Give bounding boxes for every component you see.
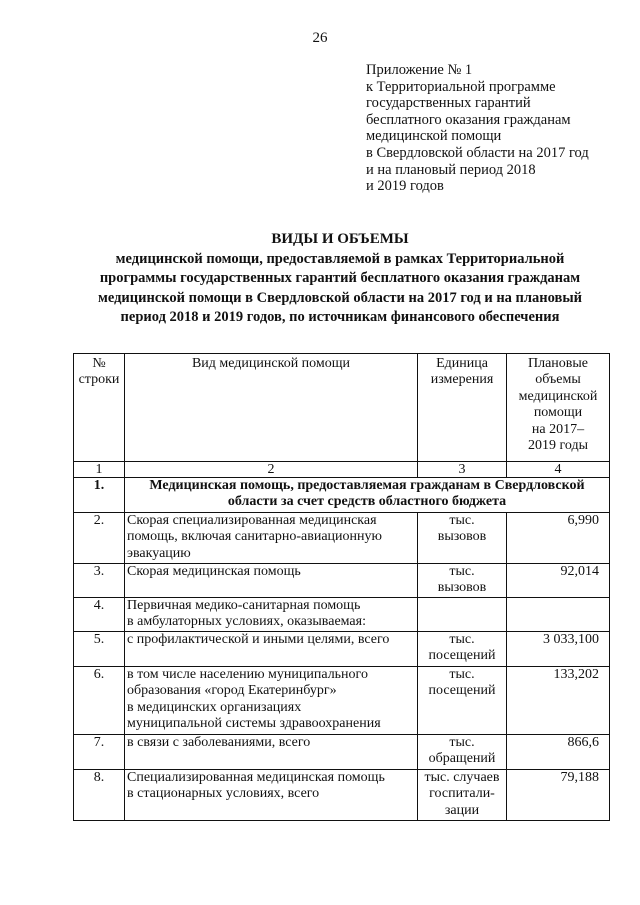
table-row [74, 770, 610, 821]
appendix-line: и на плановый период 2018 [366, 161, 536, 178]
row-number: 3. [74, 564, 125, 598]
row-number: 2. [74, 513, 125, 564]
cell-text: тыс. случаев [424, 770, 500, 785]
header-unit [418, 354, 507, 462]
column-number: 4 [507, 462, 610, 478]
header-text: № [92, 356, 106, 371]
cell-text: тыс. [449, 564, 475, 579]
planned-volume: 92,014 [507, 564, 610, 598]
header-text: медицинской [518, 388, 598, 404]
cell-text: посещений [428, 683, 496, 699]
cell-text: помощь, включая санитарно-авиационную [127, 529, 382, 545]
header-text: строки [78, 372, 120, 388]
row-number: 5. [74, 632, 125, 667]
cell-text: посещений [428, 648, 496, 664]
unit [418, 513, 507, 564]
cell-text: обращений [428, 751, 496, 767]
cell-text: с профилактической и иными целями, всего [127, 632, 390, 647]
care-type [125, 513, 418, 564]
medical-care-volumes-table [73, 353, 610, 821]
care-type [125, 632, 418, 667]
table-row [74, 513, 610, 564]
column-number: 2 [125, 462, 418, 478]
section-text: Медицинская помощь, предоставляемая гражданам в Свердловской [149, 478, 585, 493]
document-title [40, 230, 640, 328]
unit [418, 667, 507, 735]
appendix-line: к Территориальной программе [366, 78, 556, 95]
row-number: 4. [74, 598, 125, 632]
care-type [125, 598, 418, 632]
planned-volume: 866,6 [507, 735, 610, 770]
header-text: помощи [533, 405, 583, 421]
care-type [125, 770, 418, 821]
section-title [125, 478, 610, 513]
page-number: 26 [312, 30, 328, 46]
unit [418, 770, 507, 821]
table-row [74, 735, 610, 770]
cell-text: в амбулаторных условиях, оказываемая: [127, 614, 366, 630]
section-text: области за счет средств областного бюджета [227, 494, 507, 510]
cell-text: образования «город Екатеринбург» [127, 683, 337, 699]
unit [418, 598, 507, 632]
cell-text: вызовов [437, 580, 487, 596]
planned-volume: 79,188 [507, 770, 610, 821]
header-text: на 2017– [531, 421, 585, 437]
header-text: измерения [430, 372, 494, 388]
column-number: 1 [74, 462, 125, 478]
cell-text: тыс. [449, 632, 475, 647]
planned-volume: 133,202 [507, 667, 610, 735]
appendix-note [366, 62, 636, 195]
cell-text: в медицинских организациях [127, 699, 302, 715]
table-row [74, 564, 610, 598]
table-row [74, 632, 610, 667]
title-main: ВИДЫ И ОБЪЕМЫ [271, 231, 409, 247]
table-row [74, 598, 610, 632]
header-text: Вид медицинской помощи [191, 356, 351, 371]
cell-text: Специализированная медицинская помощь [127, 770, 385, 785]
cell-text: Скорая специализированная медицинская [127, 513, 377, 528]
column-number: 3 [418, 462, 507, 478]
title-line: период 2018 и 2019 годов, по источникам финансового обеспечения [120, 309, 560, 325]
header-care-type [125, 354, 418, 462]
row-number: 6. [74, 667, 125, 735]
row-number: 7. [74, 735, 125, 770]
appendix-line: и 2019 годов [366, 178, 444, 195]
planned-volume [507, 598, 610, 632]
appendix-line: Приложение № 1 [366, 62, 473, 78]
title-line: медицинской помощи в Свердловской области на 2017 год и на плановый [97, 289, 583, 306]
table-header-row [74, 354, 610, 462]
header-text: 2019 годы [527, 438, 589, 454]
planned-volume: 3 033,100 [507, 632, 610, 667]
cell-text: Скорая медицинская помощь [127, 564, 301, 579]
header-text: Плановые [527, 356, 589, 371]
cell-text: в связи с заболеваниями, всего [127, 735, 311, 750]
title-line: программы государственных гарантий бесплатного оказания гражданам [99, 270, 581, 286]
appendix-line: медицинской помощи [366, 128, 502, 145]
section-row [74, 478, 610, 513]
row-number: 1. [74, 478, 125, 513]
cell-text: в том числе населению муниципального [127, 667, 368, 682]
cell-text: тыс. [449, 513, 475, 528]
care-type [125, 667, 418, 735]
appendix-line: в Свердловской области на 2017 год [366, 144, 589, 161]
table-row [74, 667, 610, 735]
unit [418, 735, 507, 770]
appendix-line: бесплатного оказания гражданам [366, 111, 571, 128]
cell-text: в стационарных условиях, всего [127, 786, 320, 802]
header-row-number [74, 354, 125, 462]
cell-text: госпитали- [429, 786, 495, 802]
header-text: объемы [535, 372, 581, 388]
header-text: Единица [436, 356, 488, 371]
unit [418, 632, 507, 667]
row-number: 8. [74, 770, 125, 821]
planned-volume: 6,990 [507, 513, 610, 564]
column-number-row [74, 462, 610, 478]
title-line: медицинской помощи, предоставляемой в рамках Территориальной [115, 250, 565, 267]
cell-text: тыс. [449, 667, 475, 682]
care-type [125, 564, 418, 598]
cell-text: эвакуацию [127, 545, 191, 561]
care-type [125, 735, 418, 770]
cell-text: тыс. [449, 735, 475, 750]
header-planned-volume [507, 354, 610, 462]
cell-text: зации [444, 802, 480, 818]
cell-text: Первичная медико-санитарная помощь [127, 598, 361, 613]
unit [418, 564, 507, 598]
appendix-line: государственных гарантий [366, 95, 531, 112]
cell-text: вызовов [437, 529, 487, 545]
cell-text: муниципальной системы здравоохранения [127, 716, 381, 732]
